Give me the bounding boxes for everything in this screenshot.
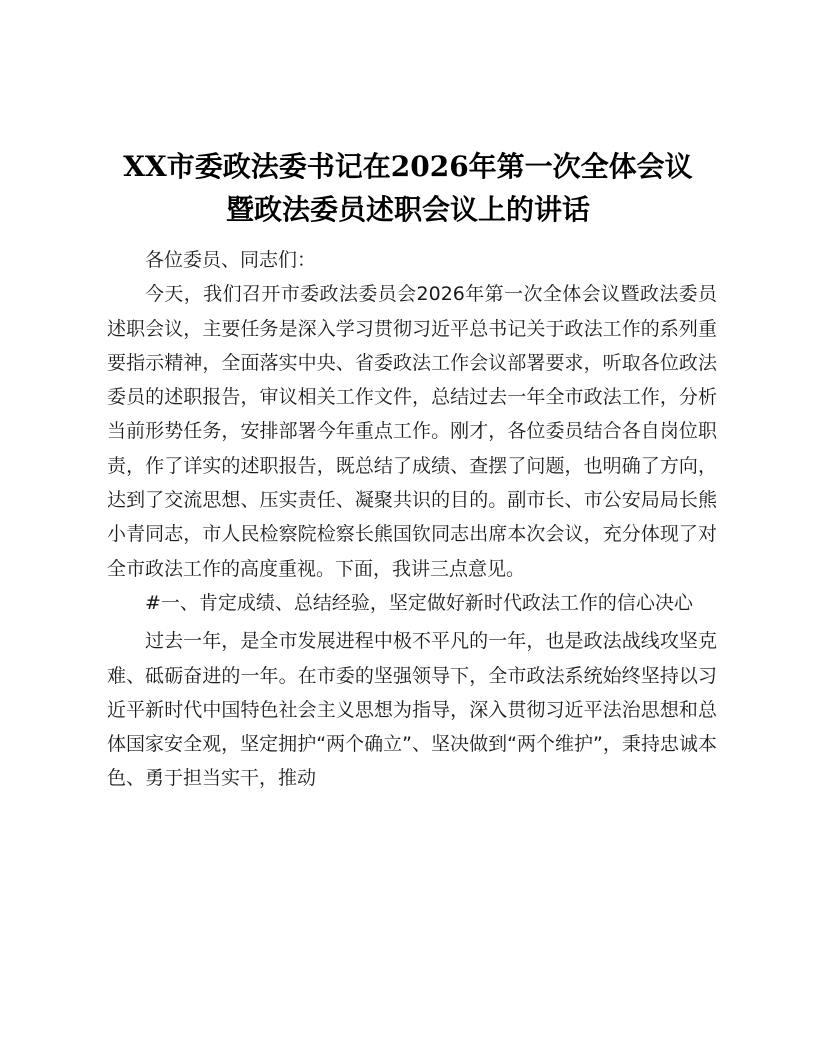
salutation: 各位委员、同志们：	[145, 249, 317, 271]
document-body	[107, 243, 717, 796]
paragraph-opening: 今天，我们召开市委政法委员会2026年第一次全体会议暨政法委员述职会议，主要任务是深入学习贯彻习近平总书记关于政法工作的系列重要指示精神，全面落实中央、省委政法工作会议部署要求，听取各位政法委员的述职报告，审议相关工作文件，总结过去一年全市政法工作，分析当前形势任务，安排部署今年重点工作。刚才，各位委员结合各自岗位职责，作了详实的述职报告，既总结了成绩、查摆了问题，也明确了方向，达到了交流思想、压实责任、凝聚共识的目的。副市长、市公安局局长熊小青同志，市人民检察院检察长熊国钦同志出席本次会议，充分体现了对全市政法工作的高度重视。下面，我讲三点意见。	[107, 283, 717, 580]
section-heading-1: #一、肯定成绩、总结经验，坚定做好新时代政法工作的信心决心	[145, 591, 693, 614]
document-title-line-1: XX市委政法委书记在2026年第一次全体会议	[123, 150, 693, 183]
paragraph-section-1: 过去一年，是全市发展进程中极不平凡的一年，也是政法战线攻坚克难、砥砺奋进的一年。在市委的坚强领导下，全市政法系统始终坚持以习近平新时代中国特色社会主义思想为指导，深入贯彻习近平法治思想和总体国家安全观，坚定拥护“两个确立”、坚决做到“两个维护”，秉持忠诚本色、勇于担当实干，推动	[107, 630, 717, 790]
document-title-line-2: 暨政法委员述职会议上的讲话	[225, 193, 590, 226]
